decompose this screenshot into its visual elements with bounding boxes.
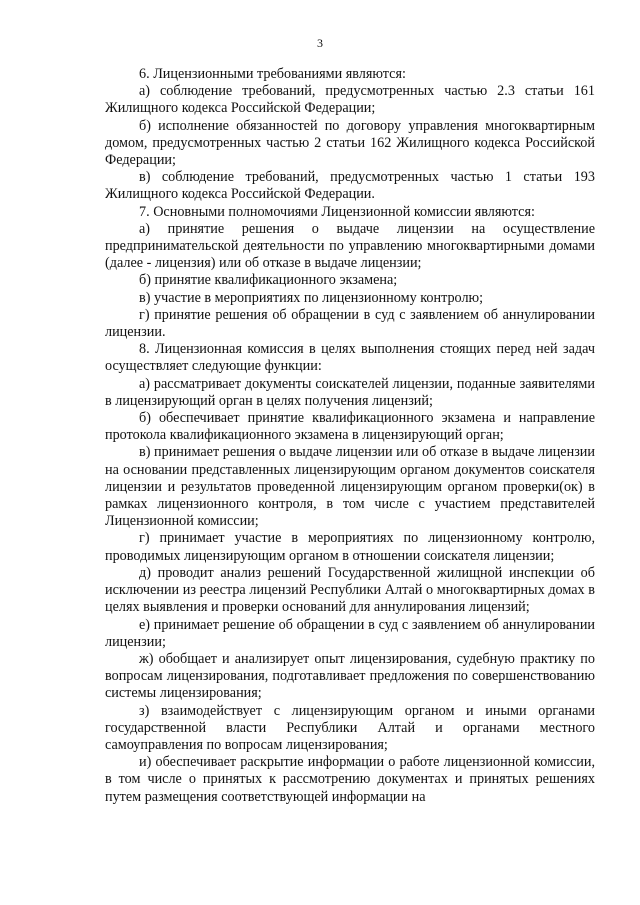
paragraph-7a: а) принятие решения о выдаче лицензии на осуществление предпринимательской деятельности по управлению многоквартирными домами (далее - лицензия) или об отказе в выдаче лицензии; (105, 220, 595, 272)
paragraph-8d: д) проводит анализ решений Государственной жилищной инспекции об исключении из реестра лицензий Республики Алтай о многоквартирных домах в целях выявления и проверки оснований для аннулирования лицензий; (105, 564, 595, 616)
paragraph-8-heading: 8. Лицензионная комиссия в целях выполнения стоящих перед ней задач осуществляет следующие функции: (105, 341, 595, 375)
paragraph-8i: и) обеспечивает раскрытие информации о работе лицензионной комиссии, в том числе о принятых к рассмотрению документах и принятых решениях путем размещения соответствующей информации на (105, 754, 595, 805)
paragraph-8b: б) обеспечивает принятие квалификационного экзамена и направление протокола квалификационного экзамена в лицензирующий орган; (105, 410, 595, 444)
paragraph-6a: а) соблюдение требований, предусмотренных частью 2.3 статьи 161 Жилищного кодекса Российской Федерации; (105, 83, 595, 117)
page-number: 3 (317, 36, 323, 50)
paragraph-7g: г) принятие решения об обращении в суд с заявлением об аннулировании лицензии. (105, 306, 595, 341)
paragraph-7-heading: 7. Основными полномочиями Лицензионной комиссии являются: (139, 203, 535, 220)
paragraph-8g: г) принимает участие в мероприятиях по лицензионному контролю, проводимых лицензирующим органом в отношении соискателя лицензии; (105, 530, 595, 564)
paragraph-8a: а) рассматривает документы соискателей лицензии, поданные заявителями в лицензирующий орган в целях получения лицензий; (105, 375, 595, 409)
paragraph-7b: б) принятие квалификационного экзамена; (139, 272, 398, 289)
paragraph-8z: з) взаимодействует с лицензирующим органом и иными органами государственной власти Республики Алтай и органами местного самоуправления по вопросам лицензирования; (105, 702, 595, 753)
document-body (105, 66, 595, 806)
paragraph-6-heading: 6. Лицензионными требованиями являются: (139, 66, 406, 82)
paragraph-6b: б) исполнение обязанностей по договору управления многоквартирным домом, предусмотренных частью 2 статьи 162 Жилищного кодекса Российской Федерации; (105, 117, 595, 169)
paragraph-8zh: ж) обобщает и анализирует опыт лицензирования, судебную практику по вопросам лицензирования, подготавливает предложения по совершенствованию системы лицензирования; (105, 650, 595, 702)
paragraph-7v: в) участие в мероприятиях по лицензионному контролю; (139, 289, 484, 306)
paragraph-8e: е) принимает решение об обращении в суд с заявлением об аннулировании лицензии; (105, 616, 595, 650)
paragraph-8v: в) принимает решения о выдаче лицензии или об отказе в выдаче лицензии на основании представленных лицензирующим органом документов соискателя лицензии и результатов проведенной лицензирующим органом проверки(ок) в рамках лицензионного контроля, в том числе с участием представителей Лицензионной комиссии; (105, 444, 595, 530)
paragraph-6v: в) соблюдение требований, предусмотренных частью 1 статьи 193 Жилищного кодекса Российской Федерации. (105, 169, 595, 203)
